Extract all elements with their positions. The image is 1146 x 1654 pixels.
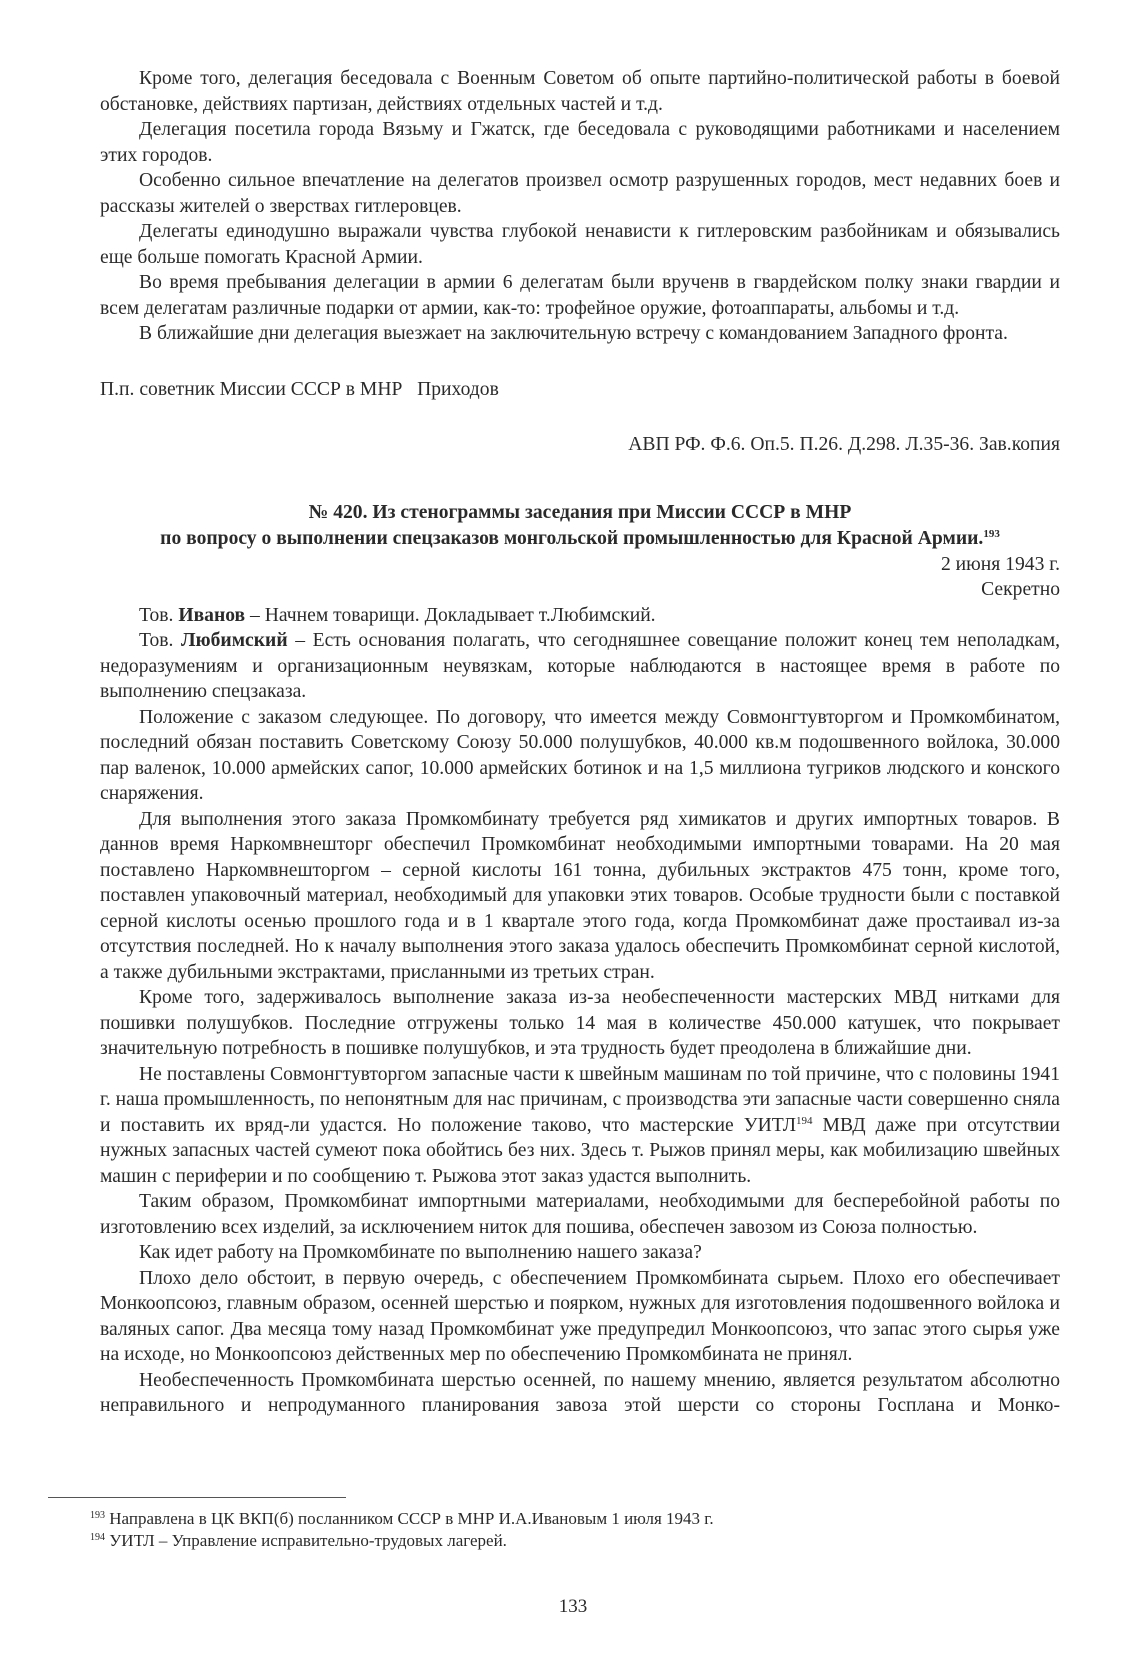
- footnote-number: 194: [90, 1532, 105, 1543]
- paragraph: Для выполнения этого заказа Промкомбинату требуется ряд химикатов и других импортных товаров. В даннов время Наркомвнешторг обеспечил Промкомбинат необходимыми импортными товарами. На 20 мая поставлено Наркомвнешторгом – серной кислоты 161 тонна, дубильных экстрактов 475 тонн, кроме того, поставлен упаковочный материал, необходимый для упаковки этих товаров. Особые трудности были с поставкой серной кислоты осенью прошлого года и в 1 квартале этого года, когда Промкомбинат даже простаивал из-за отсутствия последней. Но к началу выполнения этого заказа удалось обеспечить Промкомбинат серной кислотой, а также дубильными экстрактами, присланными из третьих стран.: [100, 808, 1060, 983]
- footnote-text: Направлена в ЦК ВКП(б) посланником СССР в МНР И.А.Ивановым 1 июля 1943 г.: [105, 1509, 714, 1528]
- speech-lyubimsky: [100, 628, 1060, 705]
- paragraph: Во время пребывания делегации в армии 6 делегатам были врученв в гвардейском полку знаки гвардии и всем делегатам различные подарки от армии, как-то: трофейное оружие, фотоаппараты, альбомы и т.д.: [100, 272, 1060, 319]
- footnote-ref[interactable]: 193: [983, 527, 1000, 540]
- paragraph: Кроме того, задерживалось выполнение заказа из-за необеспеченности мастерских МВД нитками для пошивки полушубков. Последние отгружены только 14 мая в количестве 450.000 катушек, что покрывает значительную потребность в пошивке полушубков, и эта трудность будет преодолена в ближайшие дни.: [100, 987, 1060, 1059]
- paragraph: Кроме того, делегация беседовала с Военным Советом об опыте партийно-политической работы в боевой обстановке, действиях партизан, действиях отдельных частей и т.д.: [100, 68, 1060, 115]
- paragraph: Необеспеченность Промкомбината шерстью осенней, по нашему мнению, является результатом абсолютно неправильного и непродуманного планирования завоза этой шерсти со стороны Госплана и Монко-: [100, 1369, 1060, 1416]
- signature: П.п. советник Миссии СССР в МНР Приходов: [100, 378, 499, 400]
- page-body: [100, 66, 1060, 1419]
- speech-text: – Есть основания полагать, что сегодняшнее совещание положит конец тем неполадкам, недоразумениям и организационным неувязкам, которые наблюдаются в настоящее время в работе по выполнению спецзаказа.: [100, 630, 1060, 702]
- paragraph: Таким образом, Промкомбинат импортными материалами, необходимыми для бесперебойной работы по изготовлению всех изделий, за исключением ниток для пошива, обеспечен завозом из Союза полностью.: [100, 1191, 1060, 1238]
- document-date: 2 июня 1943 г.: [940, 553, 1060, 575]
- speech-text: – Начнем товарищи. Докладывает т.Любимский.: [245, 604, 656, 626]
- footnote-194: [90, 1530, 990, 1552]
- speaker-name: Иванов: [178, 604, 246, 626]
- speech-ivanov: [100, 603, 1060, 629]
- footnote-text: УИТЛ – Управление исправительно-трудовых лагерей.: [105, 1531, 507, 1550]
- page-number: 133: [558, 1596, 588, 1617]
- speech-prefix: Тов.: [139, 630, 182, 651]
- footnote-193: [90, 1508, 990, 1530]
- footnote-number: 193: [90, 1510, 105, 1521]
- classification-label: Секретно: [981, 579, 1060, 600]
- title-text: по вопросу о выполнении спецзаказов монгольской промышленностью для Красной Армии.: [160, 527, 984, 549]
- paragraph: Положение с заказом следующее. По договору, что имеется между Совмонгтувторгом и Промкомбинатом, последний обязан поставить Советскому Союзу 50.000 полушубков, 40.000 кв.м подошвенного войлока, 30.000 пар валенок, 10.000 армейских сапог, 10.000 армейских ботинок и на 1,5 миллиона тугриков людского и конского снаряжения.: [100, 706, 1060, 804]
- paragraph-uitl: [100, 1062, 1060, 1190]
- footnote-divider: [48, 1497, 346, 1498]
- archive-reference: АВП РФ. Ф.6. Оп.5. П.26. Д.298. Л.35-36. Зав.копия: [628, 434, 1060, 455]
- paragraph: Делегация посетила города Вязьму и Гжатск, где беседовала с руководящими работниками и населением этих городов.: [100, 119, 1060, 166]
- speaker-name: Любимский: [181, 630, 288, 651]
- paragraph-text: Не поставлены Совмонгтувторгом запасные части к швейным машинам по той причине, что с половины 1941 г. наша промышленность, по непонятным для нас причинам, с производства эти запасные части совершенно сняла и поставить их вряд-ли удастся. Но положение таково, что мастерские УИТЛ: [100, 1063, 1060, 1136]
- footnotes: [90, 1508, 990, 1552]
- paragraph: Делегаты единодушно выражали чувства глубокой ненависти к гитлеровским разбойникам и обязывались еще больше помогать Красной Армии.: [100, 221, 1060, 268]
- document-title-line-1: № 420. Из стенограммы заседания при Миссии СССР в МНР: [308, 501, 852, 523]
- paragraph: Как идет работу на Промкомбинате по выполнению нашего заказа?: [139, 1242, 702, 1263]
- paragraph-text: МВД даже при отсутствии нужных запасных частей сумеют пока обойтись без них. Здесь т. Рыжов принял меры, как мобилизацию швейных машин с периферии и по сообщению т. Рыжова этот заказ удастся выполнить.: [100, 1114, 1060, 1187]
- paragraph: Особенно сильное впечатление на делегатов произвел осмотр разрушенных городов, мест недавних боев и рассказы жителей о зверствах гитлеровцев.: [100, 170, 1060, 217]
- speech-prefix: Тов.: [139, 604, 179, 626]
- document-title-line-2: [100, 526, 1060, 552]
- document-title: [100, 500, 1060, 552]
- footnote-ref[interactable]: 194: [796, 1114, 813, 1127]
- paragraph: Плохо дело обстоит, в первую очередь, с обеспечением Промкомбината сырьем. Плохо его обеспечивает Монкоопсоюз, главным образом, осенней шерстью и поярком, нужных для изготовления подошвенного войлока и валяных сапог. Два месяца тому назад Промкомбинат уже предупредил Монкоопсоюз, что запас этого сырья уже на исходе, но Монкоопсоюз действенных мер по обеспечению Промкомбината не принял.: [100, 1267, 1060, 1365]
- paragraph: В ближайшие дни делегация выезжает на заключительную встречу с командованием Западного фронта.: [139, 323, 1008, 344]
